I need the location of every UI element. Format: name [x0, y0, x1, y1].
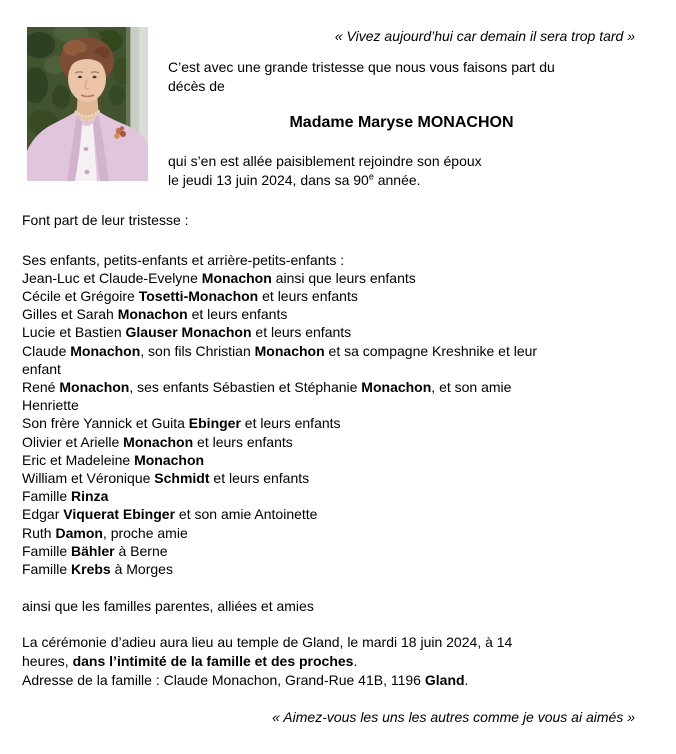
text-line: [22, 560, 676, 578]
age-superscript: e: [368, 171, 374, 182]
text-segment: et son amie Antoinette: [175, 506, 318, 523]
text-line: [22, 414, 676, 432]
text-segment: Henriette: [22, 397, 79, 414]
emphasized-name: Monachon: [70, 342, 141, 359]
text-line: [22, 396, 676, 414]
text-segment: Lucie et Bastien: [22, 324, 126, 341]
text-line: [22, 433, 676, 451]
passing-line-2: [168, 171, 635, 190]
text-segment: Famille: [22, 542, 72, 559]
portrait-photo-illustration: [27, 27, 148, 181]
emphasized-name: Damon: [55, 524, 103, 541]
text-segment: et sa compagne Kreshnike et leur: [324, 342, 538, 359]
text-segment: , et son amie: [431, 378, 512, 395]
text-segment: Edgar: [22, 506, 64, 523]
text-line: [22, 342, 676, 360]
text-segment: , proche amie: [102, 524, 188, 541]
emphasized-name: Tosetti-Monachon: [138, 287, 259, 304]
text-segment: et leurs enfants: [209, 469, 310, 486]
text-line: [168, 58, 635, 77]
text-segment: Olivier et Arielle: [22, 433, 124, 450]
text-line: [22, 487, 676, 505]
announcement-column: [168, 27, 635, 190]
text-segment: Famille: [22, 488, 72, 505]
text-line: [168, 77, 635, 96]
text-segment: Adresse de la famille : Claude Monachon, Grand-Rue 41B, 1196: [22, 671, 425, 688]
text-line: [22, 542, 676, 560]
emphasized-name: Ebinger: [188, 415, 241, 432]
passing-line-2-suffix: année.: [373, 172, 421, 188]
text-segment: et leurs enfants: [258, 287, 358, 304]
text-segment: Claude: [22, 342, 71, 359]
text-line: [22, 451, 676, 469]
text-line: [22, 652, 676, 671]
text-segment: Famille: [22, 560, 72, 577]
text-segment: Jean-Luc et Claude-Evelyne: [22, 269, 202, 286]
text-segment: .: [353, 652, 358, 669]
emphasized-name: Monachon: [254, 342, 325, 359]
emphasized-name: Monachon: [123, 433, 194, 450]
text-segment: .: [464, 671, 469, 688]
text-segment: Son frère Yannick et Guita: [22, 415, 189, 432]
text-line: [22, 269, 676, 287]
text-line: [22, 251, 676, 269]
emphasized-name: Krebs: [71, 560, 111, 577]
text-line: [22, 360, 676, 378]
text-line: [22, 524, 676, 542]
emphasized-name: Schmidt: [154, 469, 210, 486]
text-segment: Cécile et Grégoire: [22, 287, 139, 304]
text-line: [22, 671, 676, 690]
text-segment: ainsi que leurs enfants: [271, 269, 416, 286]
portrait-photo: [27, 27, 148, 181]
text-segment: et leurs enfants: [240, 415, 341, 432]
text-segment: à Berne: [114, 542, 168, 559]
text-segment: enfant: [22, 360, 61, 377]
text-line: [22, 378, 676, 396]
top-quote: « Vivez aujourd’hui car demain il sera trop tard »: [334, 28, 635, 44]
text-segment: à Morges: [110, 560, 173, 577]
text-segment: La cérémonie d’adieu aura lieu au temple de Gland, le mardi 18 juin 2024, à 14: [22, 633, 513, 650]
emphasized-name: Monachon: [117, 306, 188, 323]
bottom-quote: « Aimez-vous les uns les autres comme je vous ai aimés »: [272, 708, 635, 725]
emphasized-name: Monachon: [201, 269, 272, 286]
emphasized-name: Bähler: [71, 542, 115, 559]
header-section: [0, 0, 676, 190]
text-segment: Ses enfants, petits-enfants et arrière-petits-enfants :: [22, 251, 345, 268]
passing-paragraph: [168, 152, 635, 190]
text-segment: William et Véronique: [22, 469, 155, 486]
emphasized-name: Gland: [424, 671, 465, 688]
family-list: [22, 251, 676, 579]
text-segment: et leurs enfants: [187, 306, 288, 323]
text-segment: René: [22, 378, 60, 395]
emphasized-name: Viquerat Ebinger: [63, 506, 176, 523]
text-segment: et leurs enfants: [251, 324, 352, 341]
deceased-name: Madame Maryse MONACHON: [289, 114, 514, 131]
emphasized-name: dans l’intimité de la famille et des proches: [72, 652, 354, 669]
text-segment: , ses enfants Sébastien et Stéphanie: [129, 378, 362, 395]
jacket-button: [84, 170, 89, 174]
closing-line: ainsi que les familles parentes, alliées et amies: [22, 597, 314, 614]
text-segment: décès de: [168, 78, 225, 94]
text-segment: et leurs enfants: [193, 433, 293, 450]
text-line: [22, 469, 676, 487]
mourning-section: [0, 211, 676, 727]
jacket-button: [84, 147, 89, 151]
emphasized-name: Glauser Monachon: [125, 324, 252, 341]
emphasized-name: Monachon: [134, 451, 205, 468]
text-line: [22, 633, 676, 652]
intro-paragraph: [168, 58, 635, 96]
emphasized-name: Rinza: [71, 488, 109, 505]
text-segment: Eric et Madeleine: [22, 451, 135, 468]
text-line: [22, 287, 676, 305]
text-segment: C’est avec une grande tristesse que nous vous faisons part du: [168, 59, 555, 75]
text-line: [22, 305, 676, 323]
emphasized-name: Monachon: [361, 378, 432, 395]
passing-line-2-prefix: le jeudi 13 juin 2024, dans sa 90: [168, 172, 369, 188]
text-line: [22, 505, 676, 523]
text-segment: Ruth: [22, 524, 56, 541]
text-segment: , son fils Christian: [140, 342, 255, 359]
passing-line-1: qui s’en est allée paisiblement rejoindre son époux: [168, 153, 482, 169]
text-segment: Gilles et Sarah: [22, 306, 118, 323]
emphasized-name: Monachon: [59, 378, 130, 395]
ceremony-paragraph: [22, 633, 676, 690]
text-line: [22, 323, 676, 341]
text-segment: heures,: [22, 652, 73, 669]
mourning-header: Font part de leur tristesse :: [22, 212, 189, 228]
